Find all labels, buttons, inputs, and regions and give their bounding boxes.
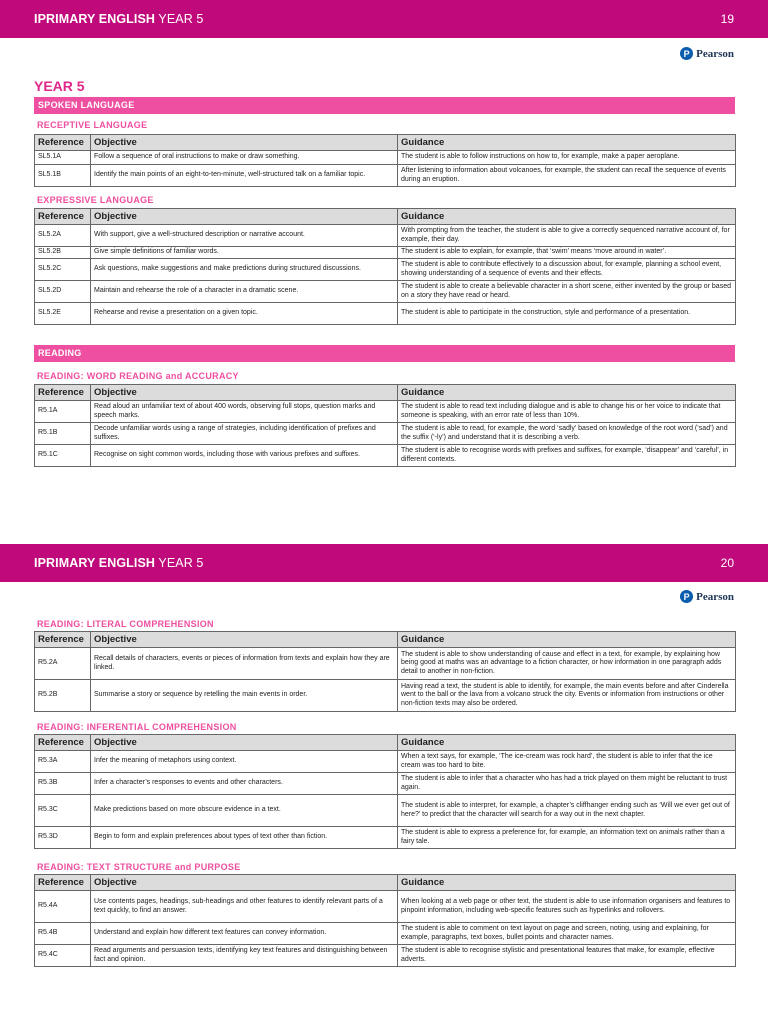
column-header: Objective [91,385,398,401]
column-header: Reference [35,209,91,225]
year-heading: YEAR 5 [34,78,85,94]
subsection-title: READING: LITERAL COMPREHENSION [37,619,214,629]
table-row: R5.3D Begin to form and explain preferences about types of text other than fiction. The student is able to express a preference for, for example, an information text on animals rather than a fairy tale. [35,827,736,849]
table-row: R5.2B Summarise a story or sequence by retelling the main events in order. Having read a text, the student is able to identify, for example, the main events before and after Cinderella went to the ball or the lava from a volcano struck the city. Events or information from instructions or other non-fiction texts may also be ordered. [35,680,736,712]
table-row: R5.2A Recall details of characters, events or pieces of information from texts and explain how they are linked. The student is able to show understanding of cause and effect in a text, for example, by explaining how being good at maths was an advantage to a fiction character, or how information in one paragraph adds detail to another in non-fiction. [35,648,736,680]
table-row: R5.1A Read aloud an unfamiliar text of about 400 words, observing full stops, question marks and speech marks. The student is able to read text including dialogue and is able to change his or her voice to indicate that someone is speaking, with an error rate of less than 10%. [35,401,736,423]
column-header: Reference [35,385,91,401]
page-header-band [0,544,768,582]
table-row: R5.4C Read arguments and persuasion texts, identifying key text features and distinguishing between fact and opinion. The student is able to recognise stylistic and presentational features that make, for example, effective adverts. [35,945,736,967]
header-title: IPRIMARY ENGLISH YEAR 5 [34,556,204,570]
objectives-table [34,874,736,967]
table-row: R5.3B Infer a character’s responses to events and other characters. The student is able to infer that a character who has had a trick played on them might be reluctant to trust again. [35,773,736,795]
table-row: SL5.1A Follow a sequence of oral instructions to make or draw something. The student is able to follow instructions on how to, for example, make a paper aeroplane. [35,151,736,165]
pearson-logo: P Pearson [680,47,734,60]
table-row: SL5.2D Maintain and rehearse the role of a character in a dramatic scene. The student is able to create a believable character in a short scene, either invented by the group or based on a story they have read or heard. [35,281,736,303]
subsection-title: RECEPTIVE LANGUAGE [37,120,148,130]
column-header: Reference [35,735,91,751]
page-number: 19 [720,12,734,26]
table-row: SL5.2B Give simple definitions of familiar words. The student is able to explain, for example, that ‘swim’ means ‘move around in water’. [35,247,736,259]
column-header: Objective [91,875,398,891]
column-header: Objective [91,735,398,751]
objectives-table [34,208,736,325]
subsection-title: READING: WORD READING and ACCURACY [37,371,239,381]
section-bar-reading: READING [34,345,735,362]
page-header-band [0,0,768,38]
table-row: R5.3C Make predictions based on more obscure evidence in a text. The student is able to interpret, for example, a chapter’s cliffhanger ending such as ‘Will we ever get out of here?’ to predict that the character will search for a way out in the next chapter. [35,795,736,827]
table-row: SL5.2A With support, give a well-structured description or narrative account. With prompting from the teacher, the student is able to give a correctly sequenced narrative account of, for example, their day. [35,225,736,247]
objectives-table [34,134,736,187]
column-header: Objective [91,209,398,225]
table-row: R5.4B Understand and explain how different text features can convey information. The student is able to comment on text layout on page and screen, noting, using and explaining, for example, paragraphs, text boxes, bullet points and character names. [35,923,736,945]
column-header: Guidance [398,135,736,151]
objectives-table [34,631,736,712]
subsection-title: EXPRESSIVE LANGUAGE [37,195,154,205]
pearson-logo: P Pearson [680,590,734,603]
column-header: Reference [35,875,91,891]
objectives-table [34,734,736,849]
column-header: Guidance [398,209,736,225]
header-title: IPRIMARY ENGLISH YEAR 5 [34,12,204,26]
pearson-icon: P [680,590,693,603]
pearson-icon: P [680,47,693,60]
column-header: Guidance [398,632,736,648]
table-row: R5.4A Use contents pages, headings, sub-headings and other features to identify relevant parts of a text quickly, to find an answer. When looking at a web page or other text, the student is able to use information organisers and features to pinpoint information, including web-specific features such as hyperlinks and rollovers. [35,891,736,923]
table-row: R5.3A Infer the meaning of metaphors using context. When a text says, for example, ‘The ice-cream was rock hard’, the student is able to infer that the ice cream was too hard to bite. [35,751,736,773]
column-header: Reference [35,632,91,648]
column-header: Objective [91,632,398,648]
column-header: Guidance [398,735,736,751]
column-header: Reference [35,135,91,151]
table-row: SL5.1B Identify the main points of an eight-to-ten-minute, well-structured talk on a familiar topic. After listening to information about volcanoes, for example, the student can recall the sequence of events during an eruption. [35,165,736,187]
page-19 [0,0,768,510]
column-header: Objective [91,135,398,151]
column-header: Guidance [398,385,736,401]
table-row: SL5.2C Ask questions, make suggestions and make predictions during structured discussions. The student is able to contribute effectively to a discussion about, for example, planning a school event, showing understanding of a sequence of events and their effects. [35,259,736,281]
table-row: R5.1C Recognise on sight common words, including those with various prefixes and suffixes. The student is able to recognise words with prefixes and suffixes, for example, ‘disappear’ and ‘careful’, in different contexts. [35,445,736,467]
table-row: R5.1B Decode unfamiliar words using a range of strategies, including identification of prefixes and suffixes. The student is able to read, for example, the word ‘sadly’ based on knowledge of the root word (‘sad’) and the suffix (‘-ly’) and understand that it is describing a verb. [35,423,736,445]
table-row: SL5.2E Rehearse and revise a presentation on a given topic. The student is able to participate in the construction, style and performance of a presentation. [35,303,736,325]
section-bar-spoken-language: SPOKEN LANGUAGE [34,97,735,114]
page-20 [0,544,768,1024]
objectives-table [34,384,736,467]
subsection-title: READING: TEXT STRUCTURE and PURPOSE [37,862,241,872]
subsection-title: READING: INFERENTIAL COMPREHENSION [37,722,237,732]
page-number: 20 [720,556,734,570]
column-header: Guidance [398,875,736,891]
